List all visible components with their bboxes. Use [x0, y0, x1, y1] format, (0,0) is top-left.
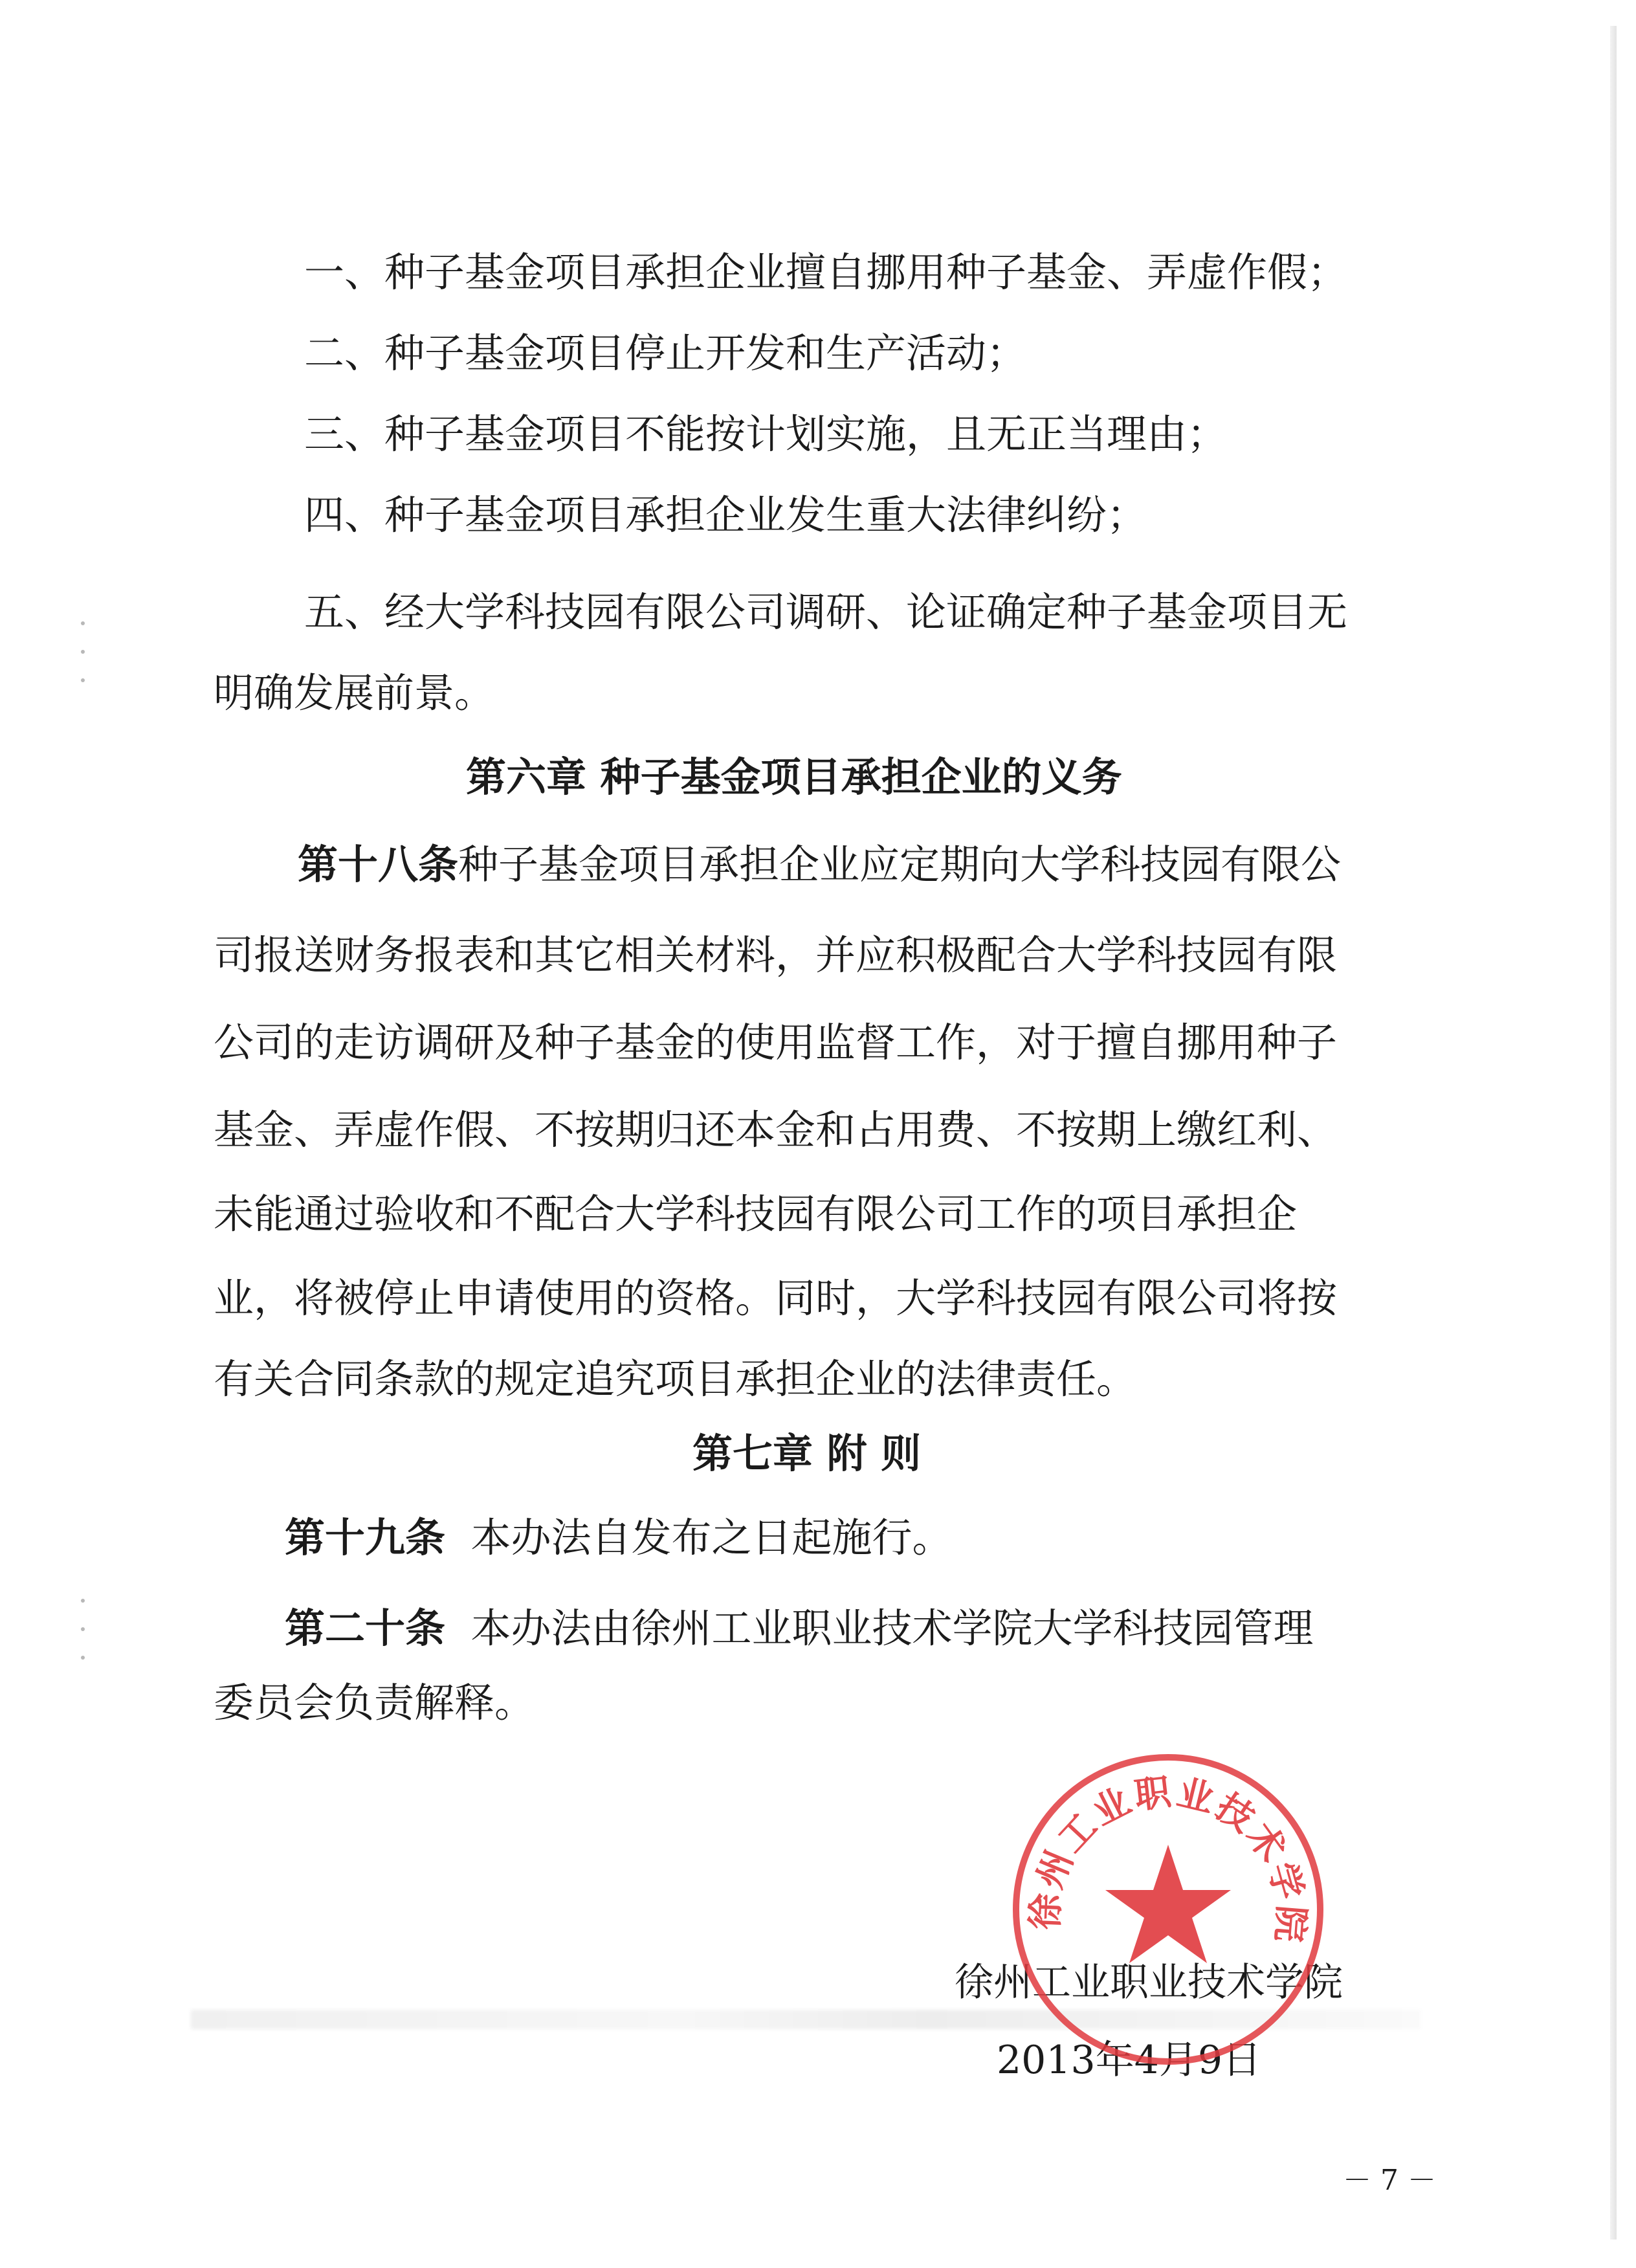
article-20-label: 第二十条: [285, 1605, 446, 1652]
item-1: 一、种子基金项目承担企业擅自挪用种子基金、弄虚作假；: [304, 249, 1348, 296]
article-18-line-6: 业，将被停止申请使用的资格。同时，大学科技园有限公司将按: [214, 1274, 1338, 1322]
article-18-line-3: 公司的走访调研及种子基金的使用监督工作，对于擅自挪用种子: [214, 1019, 1338, 1066]
item-4: 四、种子基金项目承担企业发生重大法律纠纷；: [304, 491, 1147, 539]
item-2: 二、种子基金项目停止开发和生产活动；: [304, 329, 1027, 377]
article-18-first-line: [298, 841, 1342, 888]
signature-date: 2013年4月9日: [997, 2038, 1262, 2083]
chapter-7-heading: 第七章 附 则: [692, 1430, 922, 1477]
article-18-line-1: 种子基金项目承担企业应定期向大学科技园有限公: [458, 841, 1342, 888]
article-20-line-2: 委员会负责解释。: [214, 1679, 535, 1726]
seal-text: 徐州工业职业技术学院: [1024, 1771, 1312, 1946]
article-18-line-4: 基金、弄虚作假、不按期归还本金和占用费、不按期上缴红利、: [214, 1106, 1338, 1153]
article-18-line-5: 未能通过验收和不配合大学科技园有限公司工作的项目承担企: [214, 1190, 1298, 1238]
article-18-line-2: 司报送财务报表和其它相关材料，并应积极配合大学科技园有限: [214, 931, 1338, 979]
item-5-line-1: 五、经大学科技园有限公司调研、论证确定种子基金项目无: [304, 588, 1348, 636]
chapter-6-heading: 第六章 种子基金项目承担企业的义务: [466, 753, 1122, 801]
article-20-first-line: [285, 1605, 1314, 1652]
seal-star-icon: [1105, 1845, 1231, 1963]
signature-org: 徐州工业职业技术学院: [955, 1960, 1343, 2005]
article-20-text: 本办法由徐州工业职业技术学院大学科技园管理: [470, 1605, 1314, 1652]
article-18-label: 第十八条: [298, 841, 459, 888]
article-19-label: 第十九条: [285, 1514, 446, 1561]
article-18-line-7: 有关合同条款的规定追究项目承担企业的法律责任。: [214, 1355, 1137, 1403]
article-19-text: 本办法自发布之日起施行。: [470, 1514, 953, 1561]
official-seal-stamp: [1006, 1748, 1330, 2071]
scan-edge: [1610, 26, 1617, 2240]
item-3: 三、种子基金项目不能按计划实施，且无正当理由；: [304, 410, 1228, 458]
item-5-line-2: 明确发展前景。: [214, 669, 495, 717]
binding-marks-top: [81, 621, 89, 707]
binding-marks-bottom: [81, 1599, 89, 1684]
page-number: － 7 －: [1343, 2164, 1436, 2197]
article-19: [285, 1514, 953, 1561]
